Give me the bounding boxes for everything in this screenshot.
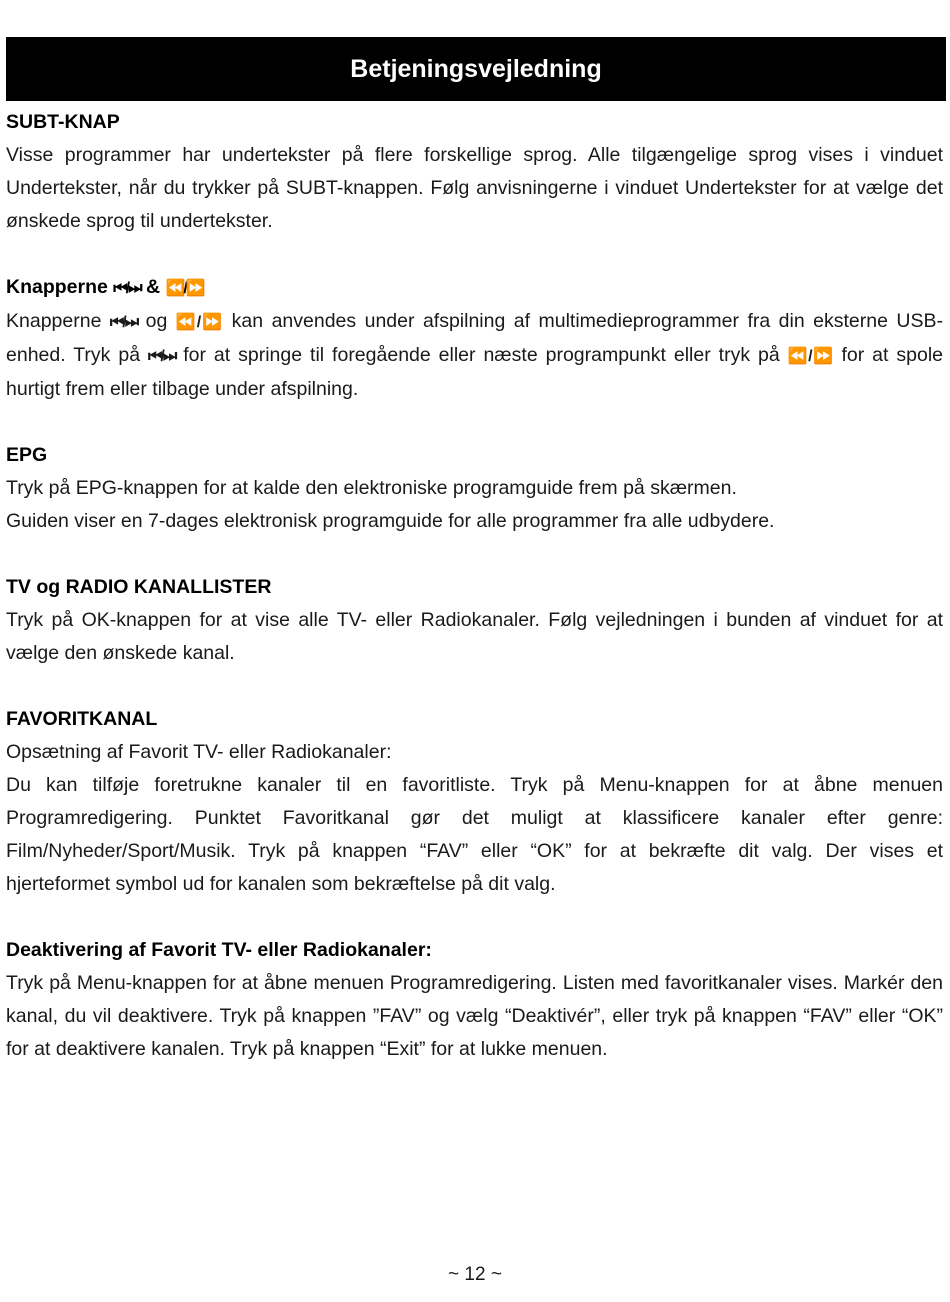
heading-text: Knapperne <box>6 276 108 298</box>
skip-prev-next-icon: ⏮/⏭ <box>148 348 176 365</box>
page-title: Betjeningsvejledning <box>350 54 602 83</box>
text-part: for at springe til foregående eller næste programpunkt eller tryk på <box>183 344 780 366</box>
section-deaktivering <box>6 934 943 1066</box>
section-heading <box>6 271 943 305</box>
section-text-line: Tryk på EPG-knappen for at kalde den elektroniske programguide frem på skærmen. <box>6 477 737 499</box>
page-number: ~ 12 ~ <box>448 1264 502 1285</box>
heading-ampersand: & <box>145 276 161 298</box>
section-text-line: Guiden viser en 7-dages elektronisk programguide for alle programmer fra alle udbydere. <box>6 510 775 532</box>
section-epg <box>6 439 943 538</box>
section-subheading: Opsætning af Favorit TV- eller Radiokanaler: <box>6 741 392 763</box>
section-text: Visse programmer har undertekster på flere forskellige sprog. Alle tilgængelige sprog vises i vinduet Undertekster, når du trykker på SUBT-knappen. Følg anvisningerne i vinduet Undertekster for at vælge det ønskede sprog til undertekster. <box>6 144 943 232</box>
section-text: Du kan tilføje foretrukne kanaler til en favoritliste. Tryk på Menu-knappen for at åbne menuen Programredigering. Punktet Favoritkanal gør det muligt at klassificere kanaler efter genre: Film/Nyheder/Sport/Musik. Tryk på knappen “FAV” eller “OK” for at bekræfte dit valg. Der vises et hjerteformet symbol ud for kanalen som bekræftelse på dit valg. <box>6 774 943 895</box>
section-heading: TV og RADIO KANALLISTER <box>6 576 272 598</box>
text-part: Knapperne <box>6 310 102 332</box>
section-favoritkanal <box>6 703 943 901</box>
section-knapperne <box>6 271 943 406</box>
section-heading: FAVORITKANAL <box>6 708 158 730</box>
skip-prev-next-icon: ⏮/⏭ <box>109 314 138 331</box>
section-heading: Deaktivering af Favorit TV- eller Radiokanaler: <box>6 939 432 961</box>
text-part: og <box>145 310 168 332</box>
skip-prev-next-icon: ⏮/⏭ <box>113 280 141 297</box>
text-part: kan anvendes under afspilning af multimedieprogrammer fra din eksterne USB-enhed. Tryk på <box>6 310 943 366</box>
text-part: for at spole hurtigt frem eller tilbage under afspilning. <box>6 344 944 400</box>
section-kanallister <box>6 571 943 670</box>
rewind-forward-icon: ⏪/⏩ <box>175 314 224 331</box>
section-text: Tryk på OK-knappen for at vise alle TV- eller Radiokanaler. Følg vejledningen i bunden af vinduet for at vælge den ønskede kanal. <box>6 609 943 664</box>
section-heading: SUBT-KNAP <box>6 111 120 133</box>
section-subt-knap <box>6 106 943 238</box>
section-heading: EPG <box>6 444 48 466</box>
section-text <box>6 305 943 406</box>
document-body <box>6 106 943 1099</box>
rewind-forward-icon: ⏪/⏩ <box>165 280 204 297</box>
page-header <box>6 37 946 101</box>
section-text: Tryk på Menu-knappen for at åbne menuen Programredigering. Listen med favoritkanaler vises. Markér den kanal, du vil deaktivere. Tryk på knappen ”FAV” og vælg “Deaktivér”, eller tryk på knappen “FAV” eller “OK” for at deaktivere kanalen. Tryk på knappen “Exit” for at lukke menuen. <box>6 972 943 1060</box>
rewind-forward-icon: ⏪/⏩ <box>787 348 834 365</box>
